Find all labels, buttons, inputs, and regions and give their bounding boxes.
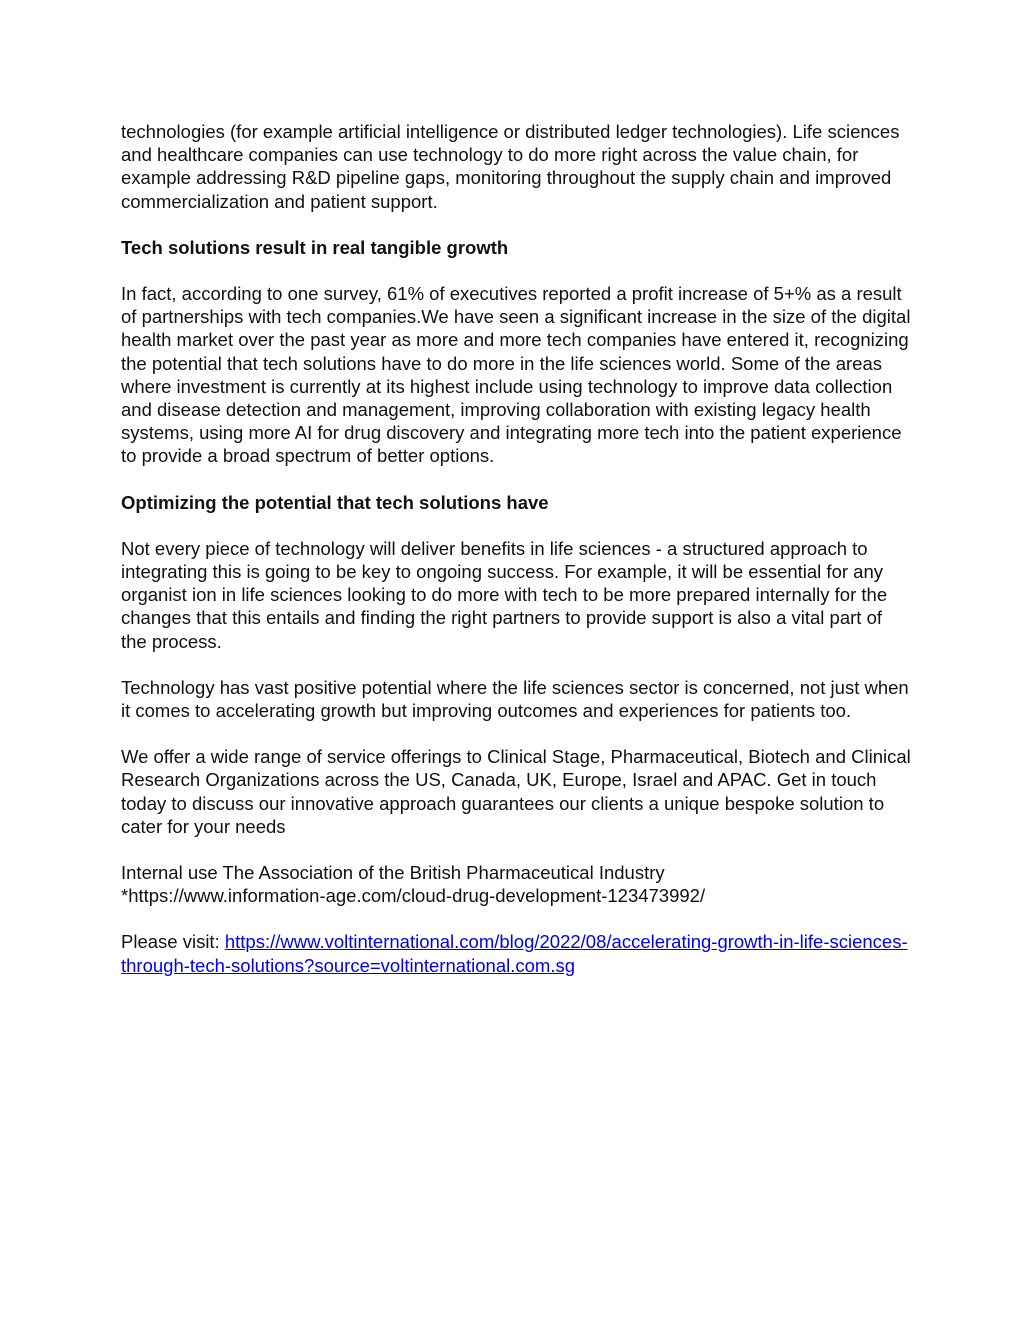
document-page — [121, 120, 911, 1000]
source-line-2: *https://www.information-age.com/cloud-drug-development-123473992/ — [121, 885, 706, 907]
source-paragraph — [121, 861, 911, 907]
heading-optimizing: Optimizing the potential that tech solutions have — [121, 491, 549, 513]
optimizing-paragraph: Not every piece of technology will deliver benefits in life sciences - a structured approach to integrating this is going to be key to ongoing success. For example, it will be essential for any organist ion in life sciences looking to do more with tech to be more prepared internally for the changes that this entails and finding the right partners to provide support is also a vital part of the process. — [121, 537, 888, 652]
potential-paragraph: Technology has vast positive potential where the life sciences sector is concerned, not just when it comes to accelerating growth but improving outcomes and experiences for patients too. — [121, 676, 909, 722]
source-line-1: Internal use The Association of the British Pharmaceutical Industry — [121, 862, 665, 884]
offer-paragraph: We offer a wide range of service offerings to Clinical Stage, Pharmaceutical, Biotech and Clinical Research Organizations across the US, Canada, UK, Europe, Israel and APAC. Get in touch today to discuss our innovative approach guarantees our clients a unique bespoke solution to cater for your needs — [121, 746, 911, 837]
intro-paragraph: technologies (for example artificial intelligence or distributed ledger technologies). Life sciences and healthcare companies can use technology to do more right across the value chain, for example addressing R&D pipeline gaps, monitoring throughout the supply chain and improved commercialization and patient support. — [121, 121, 900, 212]
heading-tech-growth: Tech solutions result in real tangible growth — [121, 236, 509, 258]
growth-paragraph: In fact, according to one survey, 61% of executives reported a profit increase of 5+% as a result of partnerships with tech companies.We have seen a significant increase in the size of the digital health market over the past year as more and more tech companies have entered it, recognizing the potential that tech solutions have to do more in the life sciences world. Some of the areas where investment is currently at its highest include using technology to improve data collection and disease detection and management, improving collaboration with existing legacy health systems, using more AI for drug discovery and integrating more tech into the patient experience to provide a broad spectrum of better options. — [121, 283, 911, 467]
visit-paragraph — [121, 930, 911, 976]
visit-link[interactable]: https://www.voltinternational.com/blog/2022/08/accelerating-growth-in-life-sciences-through-tech-solutions?source=voltinternational.com.sg — [121, 931, 908, 976]
visit-label: Please visit: — [121, 931, 225, 953]
